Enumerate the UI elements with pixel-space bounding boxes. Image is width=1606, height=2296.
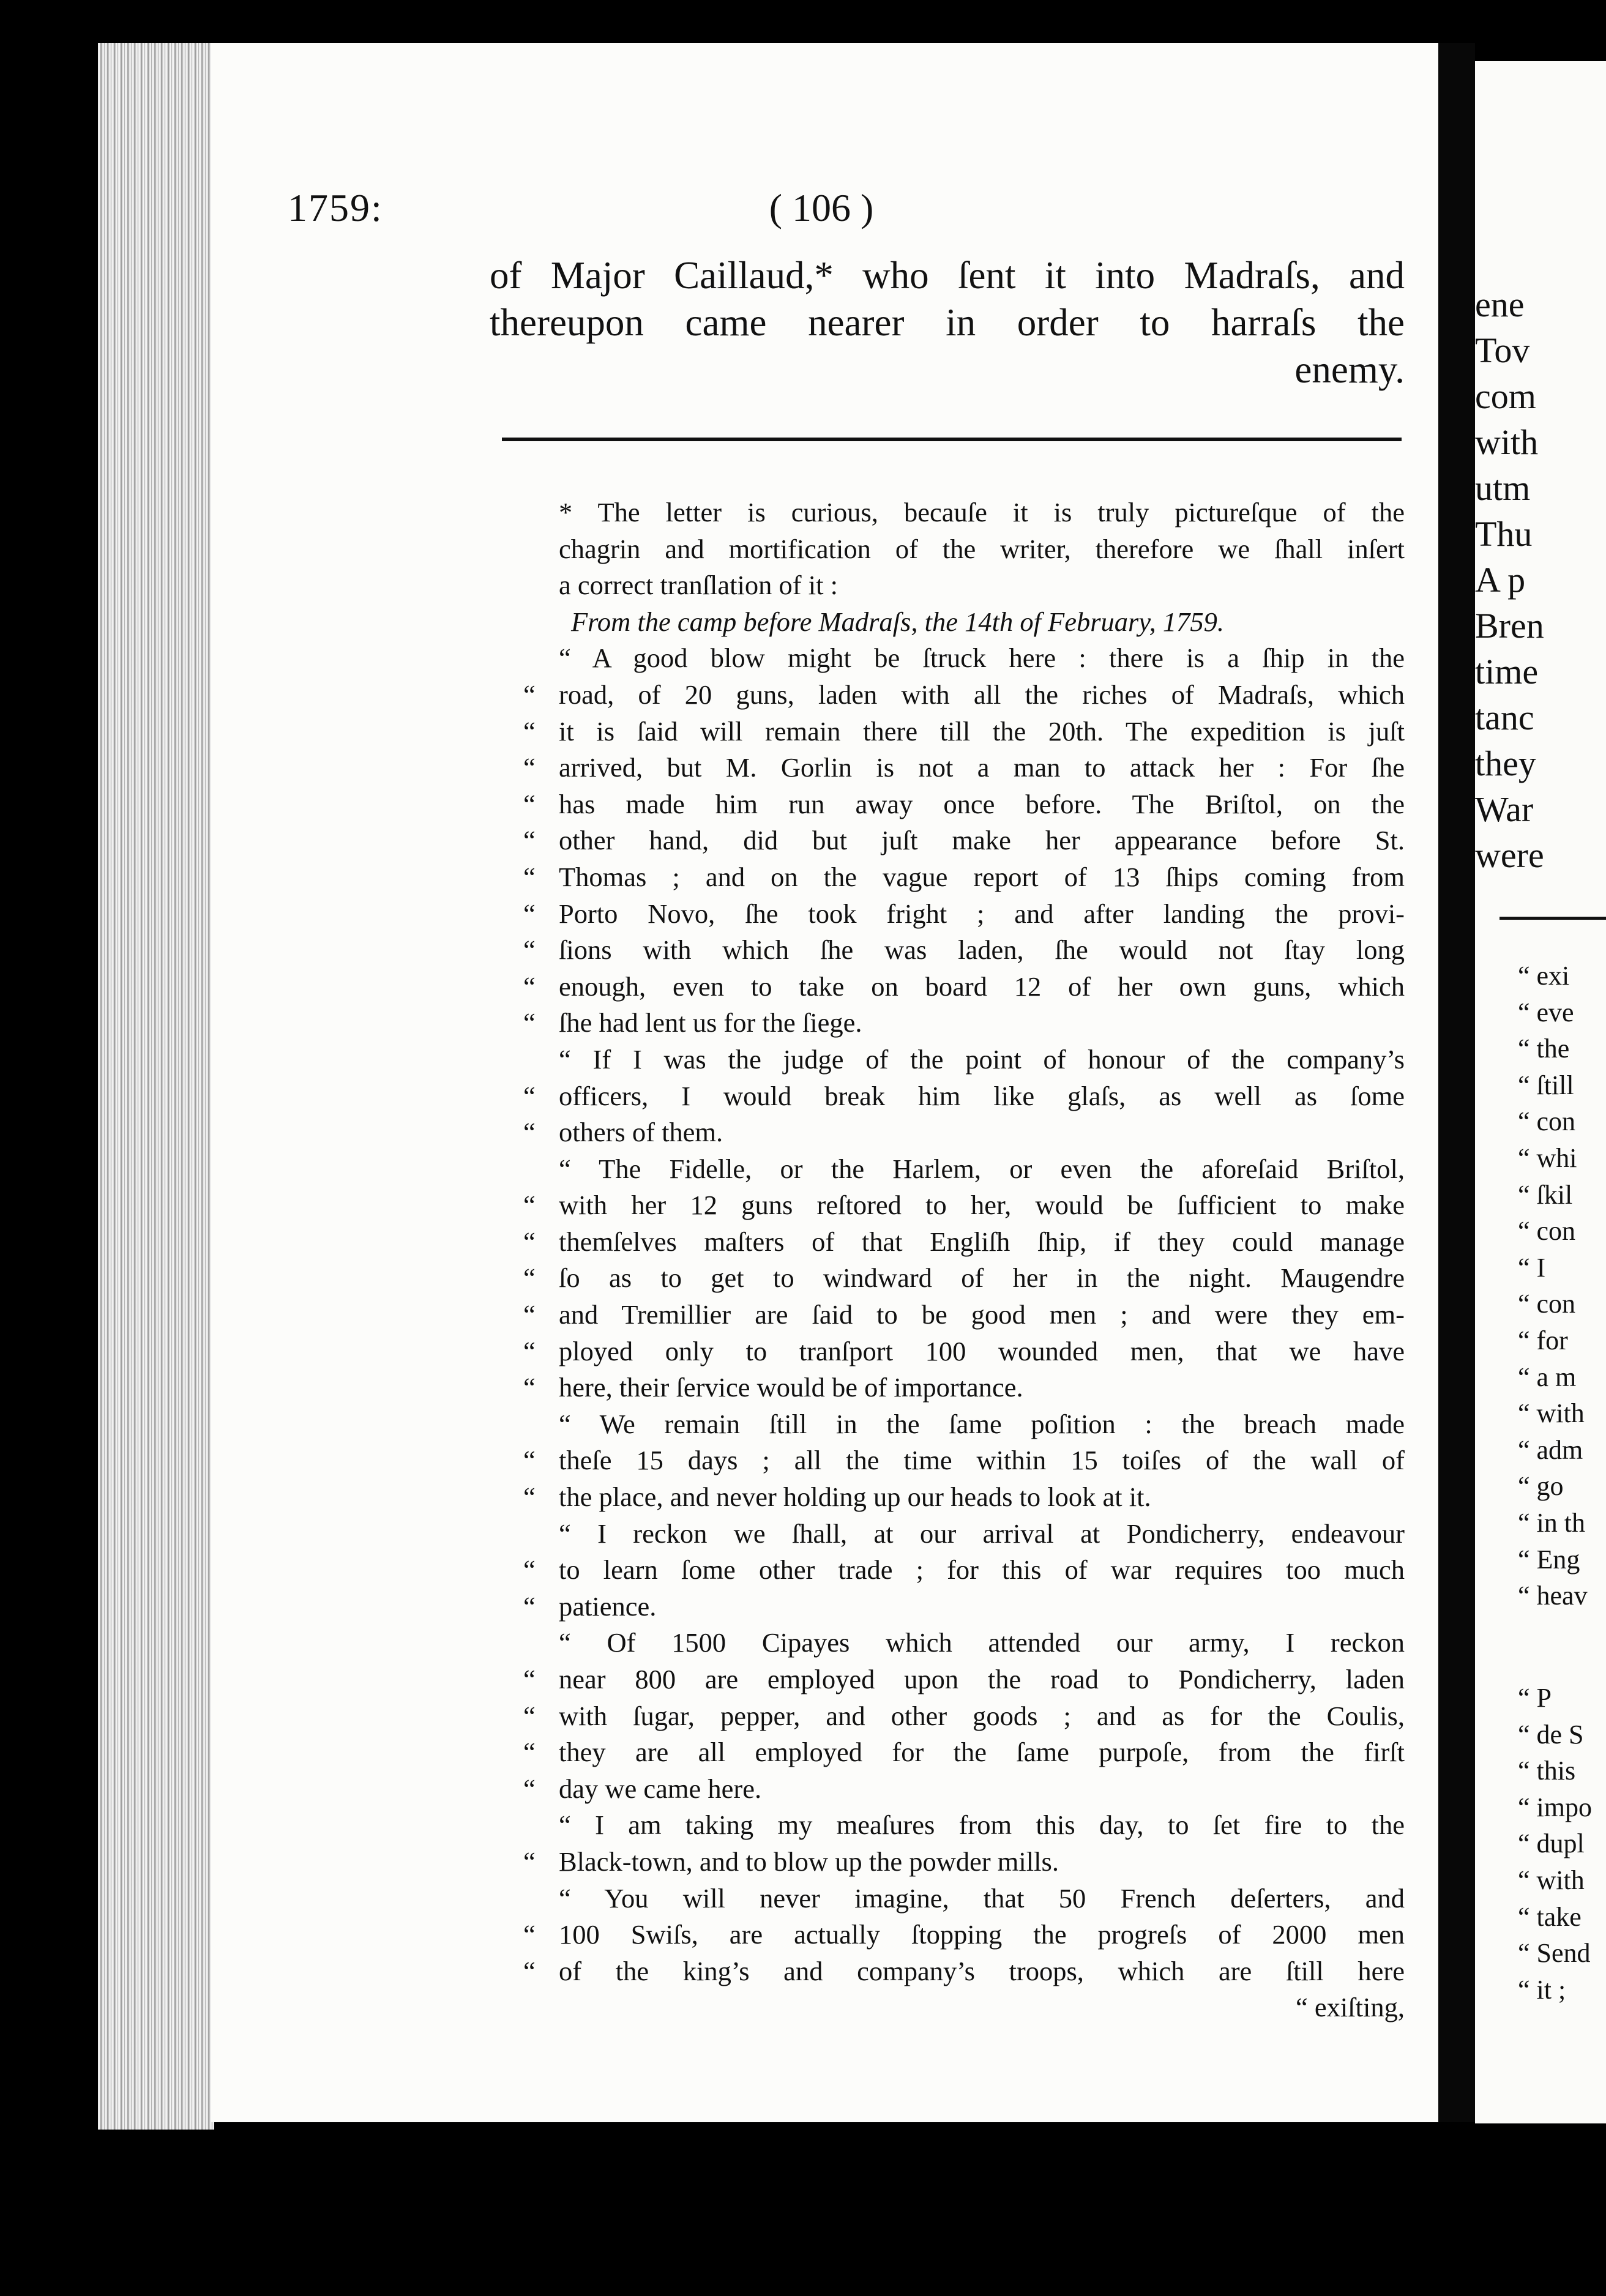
facing-page-line: A p — [1475, 560, 1526, 600]
footnote-text: “ A good blow might be ſtruck here : there is a ſhip in the — [559, 643, 1405, 674]
footnote-text: it is ſaid will remain there till the 20th. The expedition is juſt — [559, 715, 1405, 747]
footnote-text: and Tremillier are ſaid to be good men ; and were they em- — [559, 1299, 1405, 1330]
footnote-line — [523, 567, 1405, 604]
facing-page-line: “ Eng — [1518, 1544, 1580, 1575]
facing-page-line: “ ſkil — [1518, 1179, 1573, 1210]
quote-mark: “ — [523, 1737, 536, 1768]
footnote-line — [523, 1078, 1405, 1115]
footnote-text: the place, and never holding up our heads to look at it. — [559, 1482, 1151, 1513]
quote-mark: “ — [523, 1190, 536, 1221]
footnote-line — [523, 1406, 1405, 1443]
quote-mark: “ — [523, 1226, 536, 1257]
facing-page-line: “ for — [1518, 1325, 1568, 1355]
facing-page-line: “ with — [1518, 1865, 1585, 1895]
quote-mark: “ — [523, 971, 536, 1002]
footnote-text: road, of 20 guns, laden with all the riches of Madraſs, which — [559, 679, 1405, 710]
footnote-text: “ You will never imagine, that 50 French deſerters, and — [559, 1882, 1405, 1914]
facing-page-line: “ con — [1518, 1106, 1576, 1137]
footnote-line — [523, 1989, 1405, 2026]
quote-mark: “ — [523, 1080, 536, 1111]
footnote-text: they are all employed for the ſame purpoſe, from the firſt — [559, 1737, 1405, 1768]
footnote-line — [523, 1953, 1405, 1990]
footnote-line — [523, 1187, 1405, 1224]
footnote-line — [523, 1880, 1405, 1917]
footnote-line — [523, 1844, 1405, 1880]
quote-mark: “ — [523, 1335, 536, 1366]
footnote-line — [523, 1114, 1405, 1151]
facing-page-fragment — [1475, 61, 1606, 2123]
facing-page-line: they — [1475, 744, 1536, 783]
footnote-text: with her 12 guns reſtored to her, would be ſufficient to make — [559, 1190, 1405, 1221]
quote-mark: “ — [523, 1262, 536, 1294]
footnote-text: other hand, did but juſt make her appearance before St. — [559, 825, 1405, 856]
main-text-line: thereupon came nearer in order to harraſs the — [490, 301, 1405, 344]
quote-mark: “ — [523, 788, 536, 819]
facing-page-line: utm — [1475, 468, 1531, 508]
facing-page-line: ene — [1475, 285, 1525, 324]
book-gutter — [1438, 43, 1475, 2122]
facing-page-line: “ de S — [1518, 1719, 1584, 1750]
footnote-text: “ I reckon we ſhall, at our arrival at Pondicherry, endeavour — [559, 1518, 1405, 1549]
footnote-line — [523, 1005, 1405, 1042]
quote-mark: “ — [523, 715, 536, 747]
facing-page-line: “ ſtill — [1518, 1070, 1574, 1100]
quote-mark: “ — [523, 1919, 536, 1950]
footnote-text: here, their ſervice would be of importance. — [559, 1372, 1023, 1403]
quote-mark: “ — [523, 1590, 536, 1622]
footnote-line — [523, 786, 1405, 823]
footnote-line — [523, 714, 1405, 750]
footnote-line — [523, 531, 1405, 568]
facing-page-line: Thu — [1475, 514, 1533, 554]
facing-page-line: “ I — [1518, 1252, 1546, 1283]
facing-page-line: “ dupl — [1518, 1828, 1585, 1859]
facing-page-line: time — [1475, 652, 1539, 691]
footnote-line — [523, 1625, 1405, 1661]
footnote-text: to learn ſome other trade ; for this of war requires too much — [559, 1554, 1405, 1586]
footnote-text: a correct tranſlation of it : — [559, 570, 838, 601]
footnote-text: Porto Novo, ſhe took fright ; and after landing the provi- — [559, 898, 1405, 929]
footnote-text: ſhe had lent us for the ſiege. — [559, 1007, 862, 1038]
footnote-line — [523, 932, 1405, 969]
footnote-text: “ I am taking my meaſures from this day, to ſet fire to the — [559, 1810, 1405, 1841]
facing-page-line: “ take — [1518, 1901, 1582, 1932]
quote-mark: “ — [523, 1700, 536, 1731]
footnote-line — [523, 1734, 1405, 1771]
footnote-text: chagrin and mortification of the writer, therefore we ſhall inſert — [559, 533, 1405, 564]
facing-page-line: “ exi — [1518, 961, 1570, 991]
footnote-text: 100 Swiſs, are actually ſtopping the progreſs of 2000 men — [559, 1919, 1405, 1950]
footnote-line — [523, 494, 1405, 531]
quote-mark: “ — [523, 934, 536, 966]
quote-mark: “ — [523, 1554, 536, 1586]
facing-page-line: “ the — [1518, 1034, 1570, 1064]
footnote-line — [523, 750, 1405, 786]
footnote-line — [523, 677, 1405, 714]
facing-page-line: “ Send — [1518, 1938, 1591, 1969]
footnote-line — [523, 969, 1405, 1005]
footnote-rule — [502, 438, 1402, 441]
facing-page-line: “ whi — [1518, 1142, 1577, 1173]
facing-page-line: “ con — [1518, 1289, 1576, 1319]
footnote-text: ſions with which ſhe was laden, ſhe would not ſtay long — [559, 934, 1405, 966]
footnote-text: “ exiſting, — [1296, 1992, 1405, 2023]
quote-mark: “ — [523, 1372, 536, 1403]
quote-mark: “ — [523, 898, 536, 929]
facing-page-line: tanc — [1475, 698, 1534, 737]
footnote-text: patience. — [559, 1590, 657, 1622]
facing-page-line: Tov — [1475, 330, 1530, 370]
running-head-year: 1759: — [288, 186, 383, 229]
facing-page-line: were — [1475, 835, 1544, 875]
page-edge-stack — [98, 43, 214, 2130]
footnote-line — [523, 896, 1405, 933]
footnote-text: “ If I was the judge of the point of honour of the company’s — [559, 1043, 1405, 1075]
footnote-text: “ The Fidelle, or the Harlem, or even the aforeſaid Briſtol, — [559, 1153, 1405, 1184]
quote-mark: “ — [523, 1007, 536, 1038]
footnote-text: ſo as to get to windward of her in the night. Maugendre — [559, 1262, 1405, 1294]
facing-page-line: Bren — [1475, 606, 1544, 646]
facing-page-line: War — [1475, 789, 1534, 829]
facing-page-line: “ impo — [1518, 1792, 1592, 1822]
footnote-text: others of them. — [559, 1117, 723, 1148]
footnote-line — [523, 1661, 1405, 1698]
footnote-line — [523, 1370, 1405, 1406]
footnote-line — [523, 1442, 1405, 1479]
footnote-text: theſe 15 days ; all the time within 15 toiſes of the wall of — [559, 1445, 1405, 1476]
facing-page-line: “ go — [1518, 1471, 1564, 1502]
footnote-line — [523, 1589, 1405, 1625]
footnote-line — [523, 1333, 1405, 1370]
facing-page-line: “ P — [1518, 1683, 1552, 1713]
main-text — [490, 252, 1405, 393]
footnote-line — [523, 1807, 1405, 1844]
footnote-text: of the king’s and company’s troops, which are ſtill here — [559, 1955, 1405, 1986]
facing-page-line: “ a m — [1518, 1362, 1577, 1392]
footnote-text: * The letter is curious, becauſe it is truly pictureſque of the — [559, 497, 1405, 527]
footnote-line — [523, 604, 1405, 641]
footnote-line — [523, 859, 1405, 896]
quote-mark: “ — [523, 752, 536, 783]
footnote-line — [523, 1297, 1405, 1333]
main-text-line: enemy. — [1294, 348, 1405, 391]
footnote-text: From the camp before Madraſs, the 14th of February, 1759. — [571, 606, 1225, 637]
footnote-line — [523, 1042, 1405, 1078]
footnote-line — [523, 1771, 1405, 1808]
facing-page-footnote — [1518, 958, 1588, 1614]
footnote-line — [523, 1698, 1405, 1735]
quote-mark: “ — [523, 1773, 536, 1804]
footnote-text: officers, I would break him like glaſs, as well as ſome — [559, 1080, 1405, 1111]
quote-mark: “ — [523, 1955, 536, 1986]
facing-page-line: “ with — [1518, 1398, 1585, 1429]
facing-page-footnote-2 — [1518, 1680, 1592, 2008]
facing-page-line: “ it ; — [1518, 1974, 1566, 2005]
quote-mark: “ — [523, 1117, 536, 1148]
footnote-line — [523, 1516, 1405, 1552]
facing-page-line: “ in th — [1518, 1507, 1585, 1538]
footnote-line — [523, 640, 1405, 677]
footnote-line — [523, 1479, 1405, 1516]
footnote-text: enough, even to take on board 12 of her own guns, which — [559, 971, 1405, 1002]
quote-mark: “ — [523, 825, 536, 856]
quote-mark: “ — [523, 1299, 536, 1330]
footnote-text: Thomas ; and on the vague report of 13 ſhips coming from — [559, 861, 1405, 892]
footnote-line — [523, 1552, 1405, 1589]
facing-page-line: “ this — [1518, 1756, 1576, 1786]
facing-page-line: with — [1475, 422, 1539, 462]
facing-page-line: “ heav — [1518, 1581, 1588, 1611]
footnote-letter — [523, 494, 1405, 2026]
footnote-line — [523, 1917, 1405, 1953]
quote-mark: “ — [523, 1445, 536, 1476]
quote-mark: “ — [523, 861, 536, 892]
quote-mark: “ — [523, 1482, 536, 1513]
footnote-line — [523, 1260, 1405, 1297]
facing-page-line: com — [1475, 376, 1536, 416]
footnote-text: “ Of 1500 Cipayes which attended our army, I reckon — [559, 1627, 1405, 1658]
page-number: ( 106 ) — [769, 186, 874, 229]
facing-page-line: “ eve — [1518, 997, 1574, 1027]
footnote-line — [523, 1224, 1405, 1261]
facing-page-line: “ adm — [1518, 1434, 1583, 1465]
footnote-text: arrived, but M. Gorlin is not a man to attack her : For ſhe — [559, 752, 1405, 783]
facing-page-line: “ con — [1518, 1216, 1576, 1247]
footnote-line — [523, 1151, 1405, 1188]
quote-mark: “ — [523, 1846, 536, 1877]
footnote-text: day we came here. — [559, 1773, 762, 1804]
footnote-text: Black-town, and to blow up the powder mills. — [559, 1846, 1059, 1877]
footnote-text: near 800 are employed upon the road to Pondicherry, laden — [559, 1664, 1405, 1694]
footnote-line — [523, 822, 1405, 859]
footnote-text: with ſugar, pepper, and other goods ; and as for the Coulis, — [559, 1700, 1405, 1731]
facing-page-rule — [1500, 917, 1606, 920]
footnote-text: ployed only to tranſport 100 wounded men, that we have — [559, 1335, 1405, 1366]
main-text-line: of Major Caillaud,* who ſent it into Madraſs, and — [490, 254, 1405, 297]
quote-mark: “ — [523, 1664, 536, 1694]
footnote-text: themſelves maſters of that Engliſh ſhip, if they could manage — [559, 1226, 1405, 1257]
footnote-text: “ We remain ſtill in the ſame poſition : the breach made — [559, 1408, 1405, 1439]
footnote-text: has made him run away once before. The Briſtol, on the — [559, 788, 1405, 819]
facing-page-main-text — [1475, 281, 1544, 878]
quote-mark: “ — [523, 679, 536, 710]
